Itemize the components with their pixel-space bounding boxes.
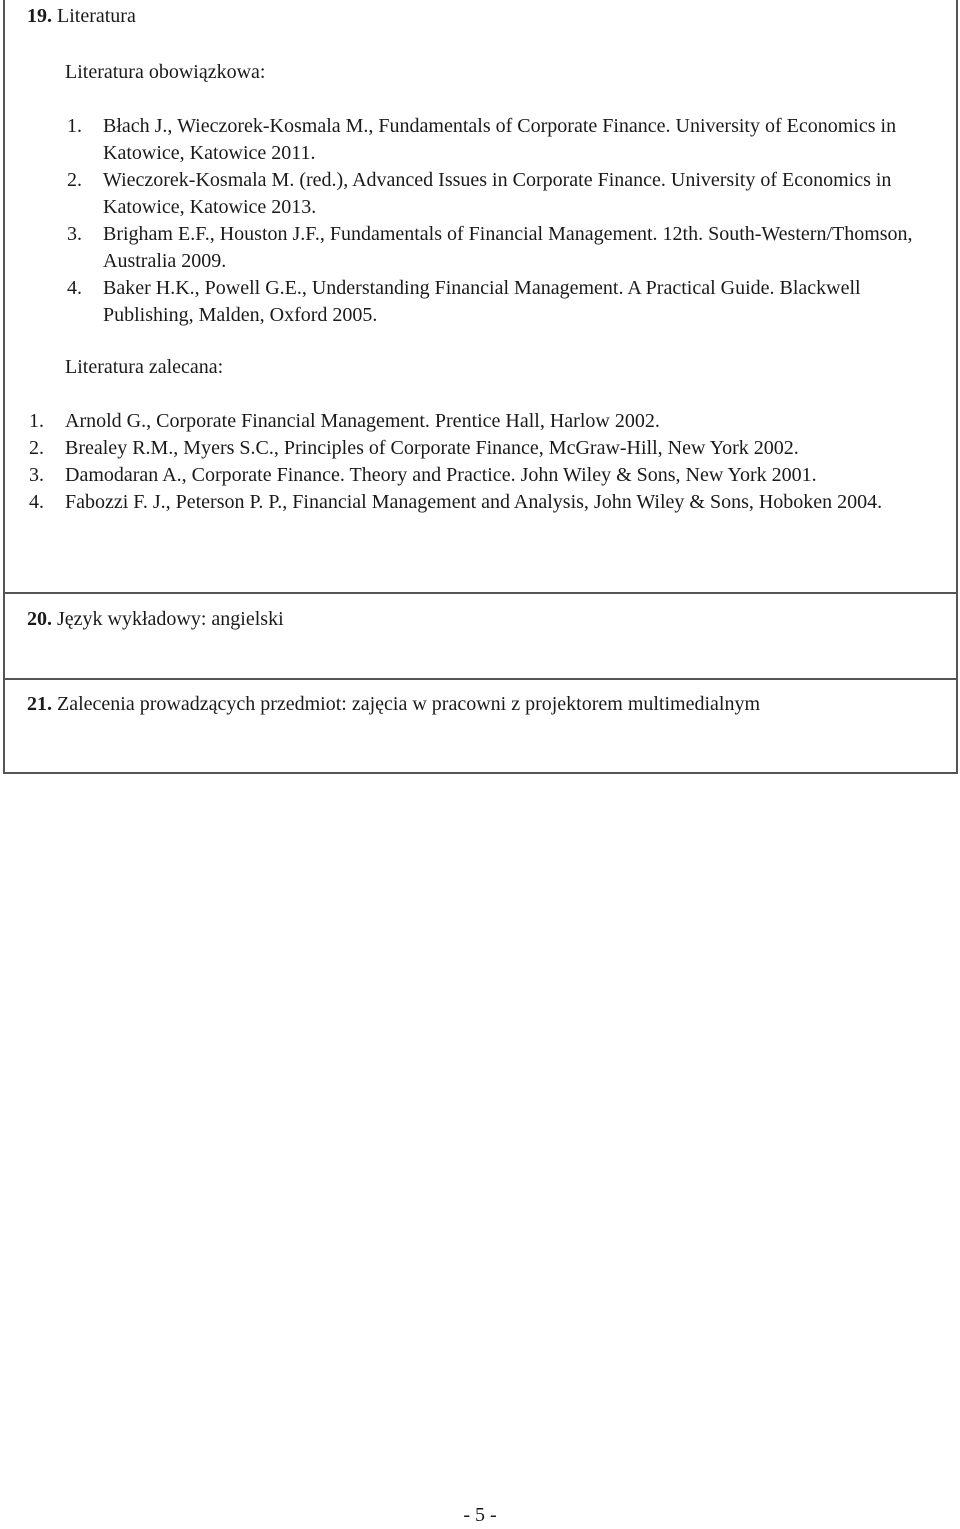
section-literature: [5, 0, 956, 594]
mandatory-literature-heading: Literatura obowiązkowa:: [65, 61, 266, 83]
list-item: 3. Damodaran A., Corporate Finance. Theory and Practice. John Wiley & Sons, New York 2001.: [29, 464, 817, 486]
list-item: 2. Brealey R.M., Myers S.C., Principles of Corporate Finance, McGraw-Hill, New York 2002.: [29, 437, 799, 459]
list-item: 4. Baker H.K., Powell G.E., Understanding Financial Management. A Practical Guide. Blackwell Publishing, Malden, Oxford 2005.: [67, 277, 861, 326]
page-number: - 5 -: [463, 1504, 497, 1526]
recommended-literature-heading: Literatura zalecana:: [65, 356, 224, 378]
section-21-heading: [27, 691, 760, 718]
section-language: [5, 594, 956, 680]
section-recommendations: [5, 680, 956, 772]
list-item: 4. Fabozzi F. J., Peterson P. P., Financial Management and Analysis, John Wiley & Sons, Hoboken 2004.: [29, 491, 883, 513]
section-21-number: 21.: [27, 693, 52, 715]
list-item: 2. Wieczorek-Kosmala M. (red.), Advanced Issues in Corporate Finance. University of Economics in Katowice, Katowice 2013.: [67, 169, 892, 218]
section-20-text: Język wykładowy: angielski: [57, 608, 284, 630]
section-19-number: 19.: [27, 5, 52, 27]
list-item: 1. Błach J., Wieczorek-Kosmala M., Fundamentals of Corporate Finance. University of Economics in Katowice, Katowice 2011.: [67, 115, 897, 164]
list-item: 3. Brigham E.F., Houston J.F., Fundamentals of Financial Management. 12th. South-Western/Thomson, Australia 2009.: [67, 223, 913, 272]
list-item: 1. Arnold G., Corporate Financial Management. Prentice Hall, Harlow 2002.: [29, 410, 660, 432]
section-19-heading: [27, 3, 136, 30]
syllabus-table: [3, 0, 958, 774]
section-19-title: Literatura: [57, 5, 136, 27]
section-21-text: Zalecenia prowadzących przedmiot: zajęcia w pracowni z projektorem multimedialnym: [57, 693, 761, 715]
mandatory-literature-list: [65, 113, 953, 329]
section-20-heading: [27, 606, 284, 633]
recommended-literature-list: [27, 408, 953, 516]
section-20-number: 20.: [27, 608, 52, 630]
